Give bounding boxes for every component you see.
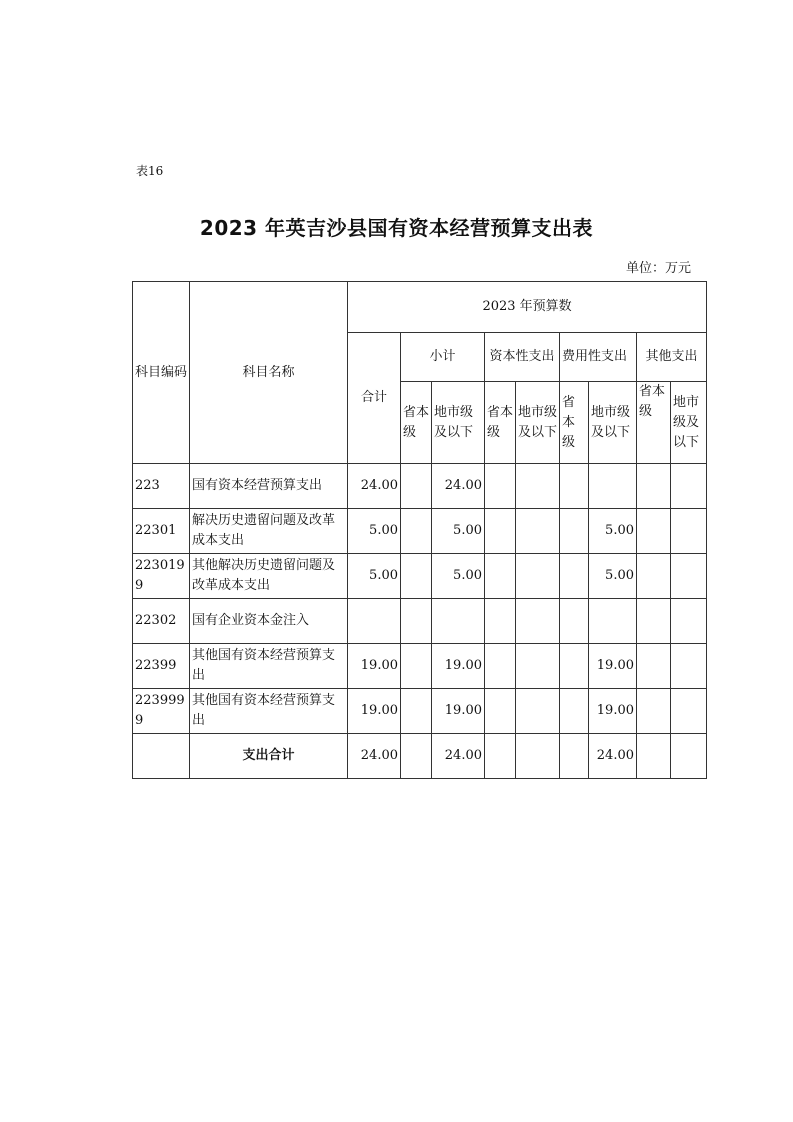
table-row: [133, 554, 707, 599]
header-subtotal: 小计: [401, 333, 485, 382]
row-sub-provincial: [401, 599, 432, 644]
summary-cap-local: [516, 734, 560, 779]
row-name: 其他解决历史遗留问题及改革成本支出: [190, 554, 348, 599]
header-expense: 费用性支出: [560, 333, 637, 382]
summary-exp-local: 24.00: [589, 734, 637, 779]
row-total: 19.00: [348, 644, 401, 689]
summary-sub-local: 24.00: [432, 734, 485, 779]
row-sub-local: 5.00: [432, 509, 485, 554]
row-code: 2230199: [133, 554, 190, 599]
row-sub-local: [432, 599, 485, 644]
row-cap-provincial: [485, 554, 516, 599]
row-oth-local: [671, 509, 707, 554]
row-cap-provincial: [485, 464, 516, 509]
row-oth-provincial: [637, 509, 671, 554]
row-exp-local: 19.00: [589, 689, 637, 734]
row-cap-local: [516, 689, 560, 734]
summary-cap-provincial: [485, 734, 516, 779]
row-cap-local: [516, 554, 560, 599]
row-exp-provincial: [560, 464, 589, 509]
row-code: 22301: [133, 509, 190, 554]
table-row: [133, 464, 707, 509]
row-exp-local: 5.00: [589, 554, 637, 599]
summary-code: [133, 734, 190, 779]
row-cap-local: [516, 464, 560, 509]
row-cap-provincial: [485, 644, 516, 689]
row-name: 国有资本经营预算支出: [190, 464, 348, 509]
row-oth-local: [671, 464, 707, 509]
header-sub-provincial: 省本级: [401, 382, 432, 464]
row-cap-local: [516, 599, 560, 644]
row-sub-provincial: [401, 689, 432, 734]
row-exp-local: 19.00: [589, 644, 637, 689]
row-cap-provincial: [485, 689, 516, 734]
summary-exp-provincial: [560, 734, 589, 779]
header-cap-provincial: 省本级: [485, 382, 516, 464]
row-cap-provincial: [485, 599, 516, 644]
row-oth-local: [671, 689, 707, 734]
row-code: 22399: [133, 644, 190, 689]
row-sub-provincial: [401, 509, 432, 554]
row-oth-provincial: [637, 599, 671, 644]
row-name: 国有企业资本金注入: [190, 599, 348, 644]
row-code: 223: [133, 464, 190, 509]
row-total: [348, 599, 401, 644]
row-total: 24.00: [348, 464, 401, 509]
row-total: 19.00: [348, 689, 401, 734]
row-exp-provincial: [560, 509, 589, 554]
summary-row: [133, 734, 707, 779]
summary-total: 24.00: [348, 734, 401, 779]
row-exp-local: [589, 464, 637, 509]
header-budget-group: 2023 年预算数: [348, 282, 707, 333]
header-capital: 资本性支出: [485, 333, 560, 382]
row-code: 2239999: [133, 689, 190, 734]
table-row: [133, 689, 707, 734]
table-row: [133, 644, 707, 689]
header-oth-provincial: 省本级: [637, 382, 671, 464]
header-cap-local: 地市级及以下: [516, 382, 560, 464]
row-oth-local: [671, 644, 707, 689]
row-total: 5.00: [348, 554, 401, 599]
row-sub-local: 19.00: [432, 689, 485, 734]
header-code: 科目编码: [133, 282, 190, 464]
summary-oth-provincial: [637, 734, 671, 779]
row-name: 其他国有资本经营预算支出: [190, 689, 348, 734]
row-sub-provincial: [401, 464, 432, 509]
row-oth-local: [671, 554, 707, 599]
header-row-1: [133, 282, 707, 333]
header-exp-provincial: 省本级: [560, 382, 589, 464]
row-sub-local: 19.00: [432, 644, 485, 689]
page-title: 2023 年英吉沙县国有资本经营预算支出表: [199, 216, 594, 240]
row-total: 5.00: [348, 509, 401, 554]
header-name: 科目名称: [190, 282, 348, 464]
row-cap-local: [516, 509, 560, 554]
table-number: 表16: [136, 164, 164, 178]
row-oth-provincial: [637, 554, 671, 599]
row-code: 22302: [133, 599, 190, 644]
unit-label: 单位：万元: [625, 261, 691, 276]
table-row: [133, 599, 707, 644]
budget-table: [132, 281, 707, 779]
row-oth-provincial: [637, 644, 671, 689]
header-oth-local: 地市级及以下: [671, 382, 707, 464]
row-cap-provincial: [485, 509, 516, 554]
header-exp-local: 地市级及以下: [589, 382, 637, 464]
header-total: 合计: [348, 333, 401, 464]
summary-label: 支出合计: [190, 734, 348, 779]
row-cap-local: [516, 644, 560, 689]
row-oth-provincial: [637, 689, 671, 734]
row-sub-provincial: [401, 554, 432, 599]
row-name: 其他国有资本经营预算支出: [190, 644, 348, 689]
row-sub-provincial: [401, 644, 432, 689]
row-name: 解决历史遗留问题及改革成本支出: [190, 509, 348, 554]
row-exp-provincial: [560, 599, 589, 644]
row-exp-provincial: [560, 644, 589, 689]
header-other: 其他支出: [637, 333, 707, 382]
row-exp-local: [589, 599, 637, 644]
row-sub-local: 24.00: [432, 464, 485, 509]
row-exp-local: 5.00: [589, 509, 637, 554]
row-exp-provincial: [560, 689, 589, 734]
table-row: [133, 509, 707, 554]
row-sub-local: 5.00: [432, 554, 485, 599]
row-oth-local: [671, 599, 707, 644]
row-oth-provincial: [637, 464, 671, 509]
summary-sub-provincial: [401, 734, 432, 779]
row-exp-provincial: [560, 554, 589, 599]
summary-oth-local: [671, 734, 707, 779]
header-sub-local: 地市级及以下: [432, 382, 485, 464]
